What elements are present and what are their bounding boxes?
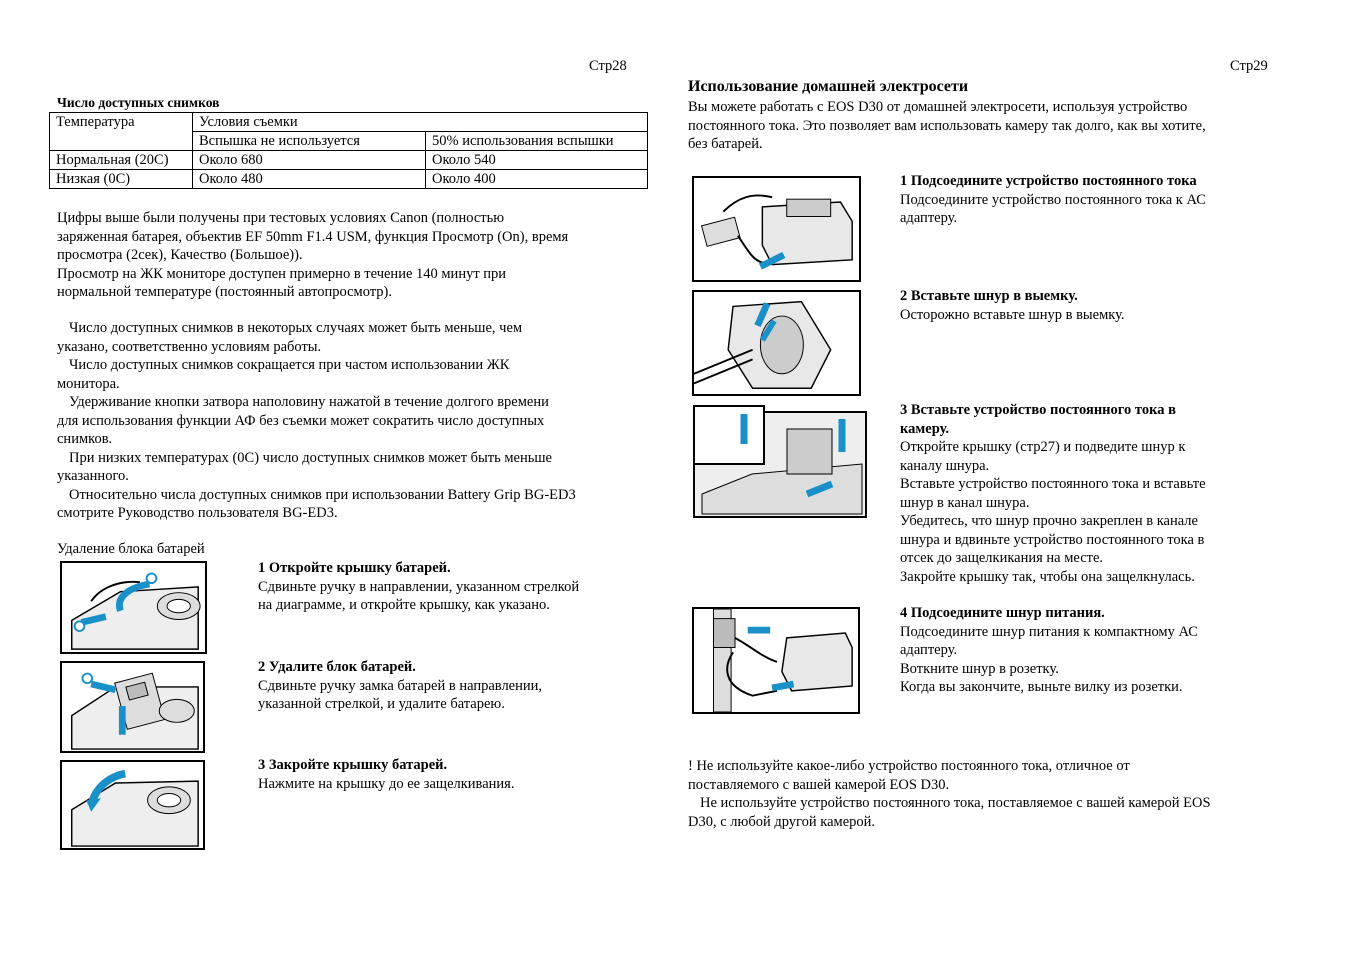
table-header-flash50: 50% использования вспышки [426,132,648,151]
section-heading: Использование домашней электросети [688,78,969,95]
bullet-line: Относительно числа доступных снимков при использовании Battery Grip BG-ED3 [69,486,576,503]
battery-step-3 [258,756,514,793]
table-title: Число доступных снимков [57,95,220,110]
step-text: Когда вы закончите, выньте вилку из розетки. [900,679,1183,695]
dc-step-4 [900,604,1198,697]
note-line: просмотра (2сек), Качество (Большое)). [57,247,303,263]
bullet-line: Число доступных снимков в некоторых случаях может быть меньше, чем [69,320,523,336]
test-conditions-note [57,209,568,302]
notes-list [57,319,576,523]
step-text: Убедитесь, что шнур прочно закреплен в канале [900,513,1198,529]
table-cell-flash50: Около 540 [426,151,648,170]
step-text: указанной стрелкой, и удалите батарею. [258,696,505,712]
battery-heading: Удаление блока батарей [57,541,205,557]
step-text: Нажмите на крышку до ее защелкивания. [258,775,515,792]
table-cell-no-flash: Около 680 [193,151,426,170]
table-row [50,170,648,189]
dc-coupler-insert-illustration [692,404,868,519]
table-cell-temp: Нормальная (20С) [50,151,193,170]
note-line: Цифры выше были получены при тестовых условиях Canon (полностью [57,210,505,226]
step-text: шнура и вдвиньте устройство постоянного тока в [900,531,1205,548]
intro-line: Вы можете работать с EOS D30 от домашней электросети, используя устройство [688,99,1188,115]
dc-step-1 [900,172,1206,228]
table-cell-no-flash: Около 480 [193,170,426,189]
table-cell-temp: Низкая (0С) [50,170,193,189]
intro-line: постоянного тока. Это позволяет вам использовать камеру так долго, как вы хотите, [688,117,1206,134]
note-line: заряженная батарея, объектив EF 50mm F1.4 USM, функция Просмотр (On), время [57,228,569,245]
step-title: камеру. [900,420,949,437]
step-text: шнур в канал шнура. [900,494,1030,511]
battery-step-2 [258,658,542,714]
warning-line: поставляемого с вашей камерой EOS D30. [688,776,950,793]
step-text: Сдвиньте ручку в направлении, указанном стрелкой [258,578,580,595]
table-header-temperature: Температура [50,113,193,151]
step-text: отсек до защелкикания на месте. [900,550,1104,566]
step-text: Подсоедините устройство постоянного тока к АС [900,191,1206,208]
step-title: 1 Подсоедините устройство постоянного тока [900,173,1197,189]
table-cell-flash50: Около 400 [426,170,648,189]
shots-table [49,112,648,189]
bullet-line: указано, соответственно условиям работы. [57,338,322,355]
bullet-line: Удерживание кнопки затвора наполовину нажатой в течение долгого времени [69,394,549,410]
step-text: адаптеру. [900,642,958,658]
step-title: 2 Удалите блок батарей. [258,659,416,675]
note-line: Просмотр на ЖК мониторе доступен примерно в течение 140 минут при [57,265,507,282]
step-title: 3 Вставьте устройство постоянного тока в [900,402,1176,418]
bullet-line: указанного. [57,468,129,484]
step-title: 4 Подсоедините шнур питания. [900,605,1105,621]
step-title: 1 Откройте крышку батарей. [258,560,451,576]
step-text: Воткните шнур в розетку. [900,660,1059,677]
intro-paragraph [688,98,1206,154]
warning-line: D30, с любой другой камерой. [688,813,876,830]
page-number-left: Стр28 [589,58,627,74]
step-text: на диаграмме, и откройте крышку, как указано. [258,597,550,613]
battery-step-1 [258,559,579,615]
step-title: 3 Закройте крышку батарей. [258,757,448,773]
warning-line: ! Не используйте какое-либо устройство постоянного тока, отличное от [688,758,1130,774]
battery-remove-illustration [60,661,205,753]
note-line: нормальной температуре (постоянный автопросмотр). [57,284,392,300]
bullet-line: для использования функции АФ без съемки может сократить число доступных [57,412,545,429]
table-row [50,151,648,170]
intro-line: без батарей. [688,136,763,152]
battery-open-illustration [60,561,207,654]
bullet-line: смотрите Руководство пользователя BG-ED3. [57,505,338,521]
table-header-no-flash: Вспышка не используется [193,132,426,151]
bullet-line: При низких температурах (0С) число доступных снимков может быть меньше [69,449,552,466]
dc-coupler-connect-illustration [692,176,861,282]
step-text: адаптеру. [900,210,958,226]
table-header-conditions: Условия съемки [193,113,648,132]
warning-block [688,757,1211,831]
step-text: Осторожно вставьте шнур в выемку. [900,306,1125,323]
bullet-line: монитора. [57,375,120,392]
step-text: Закройте крышку так, чтобы она защелкнулась. [900,568,1195,585]
battery-close-illustration [60,760,205,850]
step-text: Вставьте устройство постоянного тока и вставьте [900,476,1206,492]
warning-line: Не используйте устройство постоянного тока, поставляемое с вашей камерой EOS [700,795,1211,811]
bullet-line: снимков. [57,431,113,447]
step-text: Подсоедините шнур питания к компактному АС [900,623,1198,640]
cord-groove-illustration [692,290,861,396]
step-text: каналу шнура. [900,457,990,474]
bullet-line: Число доступных снимков сокращается при частом использовании ЖК [69,357,510,373]
page-number-right: Стр29 [1230,58,1268,74]
step-text: Сдвиньте ручку замка батарей в направлении, [258,677,543,694]
power-cord-connect-illustration [692,607,860,714]
dc-step-2 [900,287,1125,324]
dc-step-3 [900,401,1206,586]
step-text: Откройте крышку (стр27) и подведите шнур к [900,439,1186,455]
step-title: 2 Вставьте шнур в выемку. [900,288,1078,304]
